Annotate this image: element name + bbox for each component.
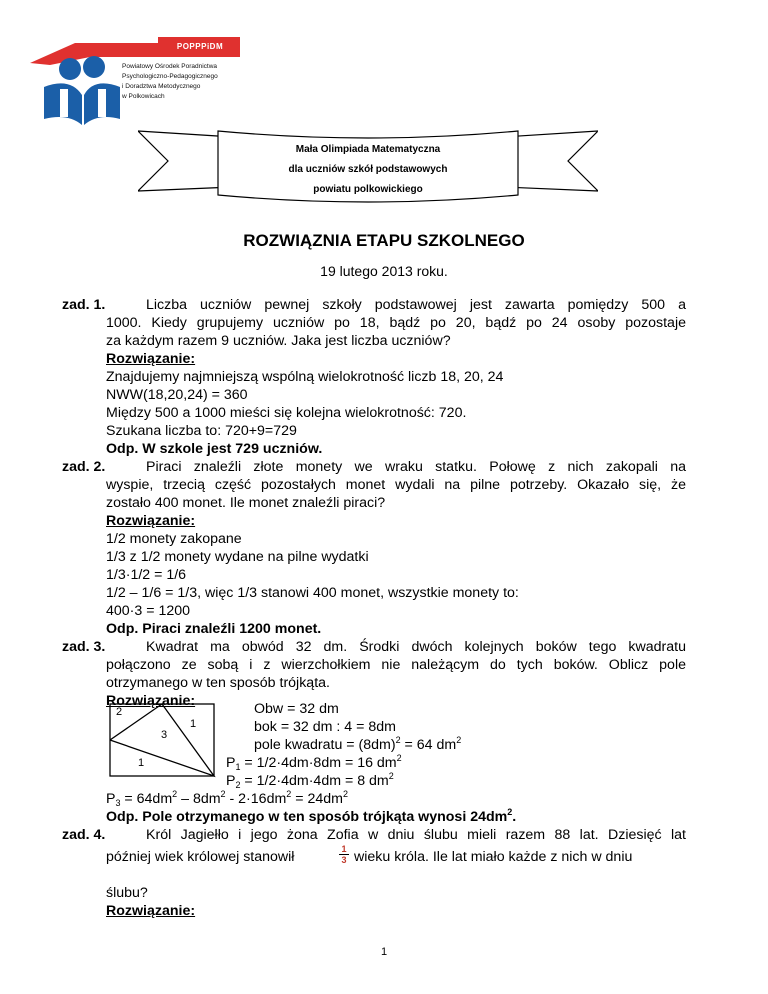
logo bbox=[30, 35, 240, 135]
banner bbox=[138, 125, 598, 205]
banner-line: Mała Olimpiada Matematyczna bbox=[295, 144, 441, 155]
task-label: zad. 1. bbox=[62, 297, 106, 313]
logo-line: Powiatowy Ośrodek Poradnictwa bbox=[122, 63, 218, 70]
task-text: wyspie, trzecią część pozostałych monet wydali na pilne potrzeby. Okazało się, że bbox=[106, 477, 686, 493]
solution-line: Między 500 a 1000 mieści się kolejna wielokrotność: 720. bbox=[106, 405, 467, 421]
figure-label: 1 bbox=[138, 757, 145, 769]
logo-line: w Polkowicach bbox=[122, 93, 165, 100]
task-text: Król Jagiełło i jego żona Zofia w dniu ślubu mieli razem 88 lat. Dziesięć lat bbox=[146, 827, 686, 843]
answer: Odp. Pole otrzymanego w ten sposób trójkąta wynosi $24dm^2$. bbox=[106, 807, 517, 825]
solution-label: Rozwiązanie: bbox=[106, 693, 196, 709]
solution-line: $P_1 = 1/2\cdot 4dm\cdot 8dm = 16$ $dm^2$ bbox=[226, 753, 402, 772]
task-label: zad. 2. bbox=[62, 459, 106, 475]
solution-line: $P_2 = 1/2\cdot 4dm\cdot 4dm = 8$ $dm^2$ bbox=[226, 771, 394, 790]
task-text: połączono ze sobą i z wierzchołkiem nie należącym do tych boków. Oblicz pole bbox=[106, 657, 686, 673]
solution-line: NWW(18,20,24) = 360 bbox=[106, 387, 248, 403]
task-label: zad. 4. bbox=[62, 827, 106, 843]
task-text: później wiek królowej stanowił bbox=[106, 849, 295, 865]
task-text: Piraci znaleźli złote monety we wraku statku. Połowę z nich zakopali na bbox=[146, 459, 686, 475]
solution-line: Obw = 32 dm bbox=[254, 701, 339, 717]
figure-label: 2 bbox=[116, 706, 123, 718]
solution-line: 1/2 – 1/6 = 1/3, więc 1/3 stanowi 400 monet, wszystkie monety to: bbox=[106, 585, 519, 601]
page-title: ROZWIĄZNIA ETAPU SZKOLNEGO bbox=[243, 231, 525, 250]
task-text: 1000. Kiedy grupujemy uczniów po 18, bądź po 20, bądź po 24 osoby pozostaje bbox=[106, 315, 686, 331]
solution-line: 400·3 = 1200 bbox=[106, 603, 191, 619]
solution-line: Szukana liczba to: 720+9=729 bbox=[106, 423, 297, 439]
logo-line: i Doradztwa Metodycznego bbox=[122, 83, 201, 90]
date: 19 lutego 2013 roku. bbox=[320, 263, 448, 279]
solution-line: 1/2 monety zakopane bbox=[106, 531, 242, 547]
logo-name: POPPPiDM bbox=[176, 42, 224, 51]
solution-line: Znajdujemy najmniejszą wspólną wielokrotność liczb 18, 20, 24 bbox=[106, 369, 504, 385]
square-figure bbox=[108, 702, 218, 780]
banner-line: powiatu polkowickiego bbox=[313, 184, 423, 195]
logo-line: Psychologiczno-Pedagogicznego bbox=[122, 73, 218, 80]
task-text: Liczba uczniów pewnej szkoły podstawowej jest zawarta pomiędzy 500 a bbox=[146, 297, 686, 313]
task-text: ślubu? bbox=[106, 885, 148, 901]
solution-label: Rozwiązanie: bbox=[106, 351, 196, 367]
task-text: Kwadrat ma obwód 32 dm. Środki dwóch kolejnych boków tego kwadratu bbox=[146, 639, 686, 655]
answer: Odp. Piraci znaleźli 1200 monet. bbox=[106, 621, 322, 637]
task-text: otrzymanego w ten sposób trójkąta. bbox=[106, 675, 330, 691]
banner-line: dla uczniów szkół podstawowych bbox=[288, 164, 448, 175]
task-text: za każdym razem 9 uczniów. Jaka jest liczba uczniów? bbox=[106, 333, 451, 349]
task-text: wieku króla. Ile lat miało każde z nich w dniu bbox=[354, 849, 633, 865]
solution-line: bok = 32 dm : 4 = 8dm bbox=[254, 719, 396, 735]
figure-label: 1 bbox=[190, 718, 197, 730]
task-text: zostało 400 monet. Ile monet znaleźli piraci? bbox=[106, 495, 386, 511]
solution-line: pole kwadratu = $(8dm)^2 = 64$ $dm^2$ bbox=[254, 735, 462, 753]
square-diagram bbox=[108, 702, 218, 780]
solution-line: $P_3 = 64dm^2 - 8dm^2 - 2\cdot 16dm^2 = 24dm^2$ bbox=[106, 789, 348, 808]
solution-line: 1/3 z 1/2 monety wydane na pilne wydatki bbox=[106, 549, 369, 565]
solution-label: Rozwiązanie: bbox=[106, 903, 196, 919]
task-label: zad. 3. bbox=[62, 639, 106, 655]
fraction-one-third: $\frac{1}{3}$ bbox=[339, 844, 349, 866]
figure-label: 3 bbox=[161, 729, 168, 741]
solution-line: 1/3·1/2 = 1/6 bbox=[106, 567, 187, 583]
page-number: 1 bbox=[380, 946, 388, 958]
solution-label: Rozwiązanie: bbox=[106, 513, 196, 529]
answer: Odp. W szkole jest 729 uczniów. bbox=[106, 441, 323, 457]
